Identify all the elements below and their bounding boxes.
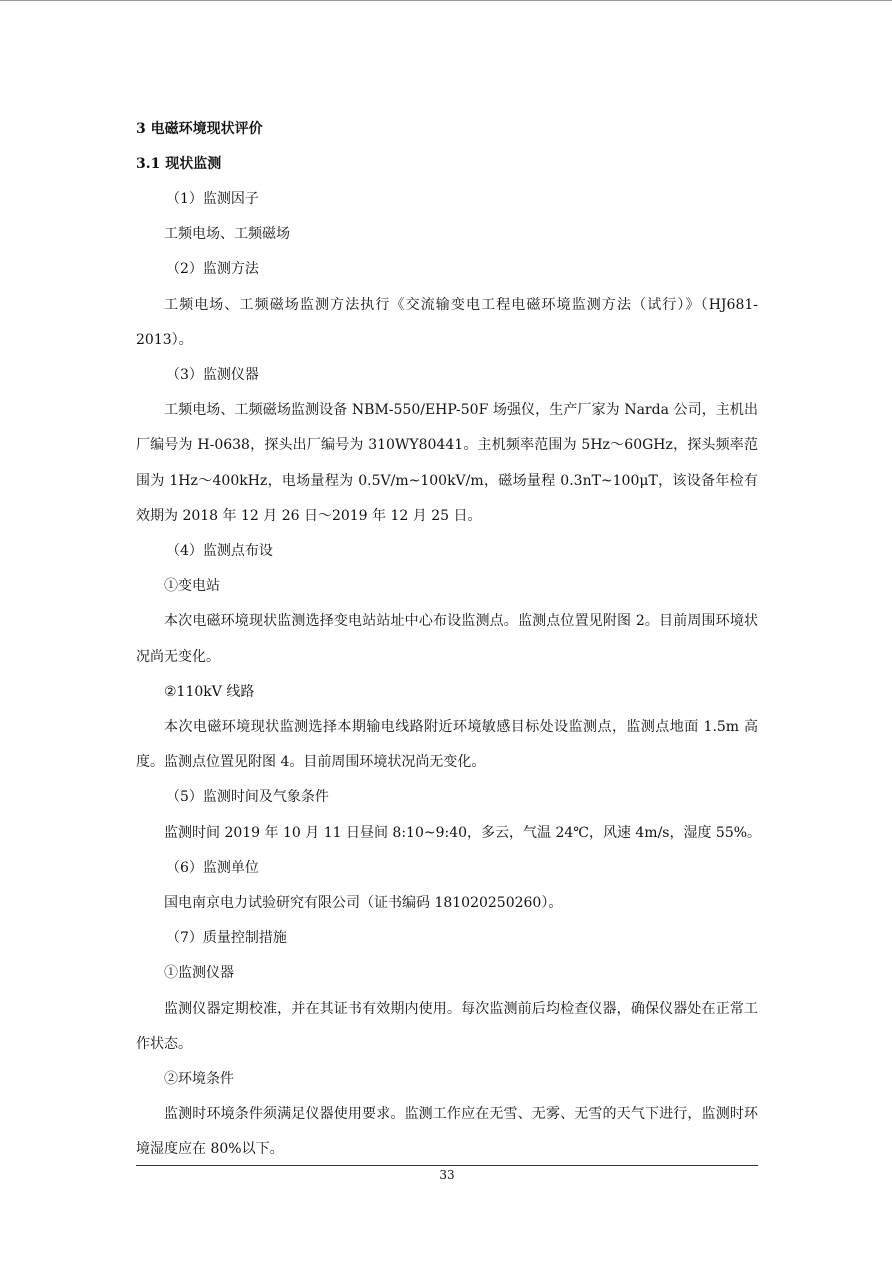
subitem-environment-conditions: ②环境条件 — [164, 1071, 234, 1088]
paragraph-line-points: 本次电磁环境现状监测选择本期输电线路附近环境敏感目标处设监测点，监测点地面 1.5m 高度。监测点位置见附图 4。目前周围环境状况尚无变化。 — [136, 719, 758, 771]
subsection-heading: 3.1 现状监测 — [136, 156, 222, 172]
subitem-monitoring-instrument: ①监测仪器 — [164, 965, 234, 982]
paragraph-environment-conditions: 监测时环境条件须满足仪器使用要求。监测工作应在无雪、无雾、无雪的天气下进行，监测时环境湿度应在 80%以下。 — [136, 1106, 758, 1158]
item-heading-time-weather: （5）监测时间及气象条件 — [166, 789, 329, 806]
item-heading-monitoring-instrument: （3）监测仪器 — [166, 367, 259, 384]
paragraph-monitoring-method: 工频电场、工频磁场监测方法执行《交流输变电工程电磁环境监测方法（试行）》（HJ681-2013）。 — [136, 296, 758, 348]
item-heading-monitoring-points: （4）监测点布设 — [166, 543, 273, 560]
item-heading-monitoring-factors: （1）监测因子 — [166, 191, 259, 207]
paragraph-monitoring-factors: 工频电场、工频磁场 — [164, 226, 290, 243]
item-heading-monitoring-unit: （6）监测单位 — [166, 859, 259, 876]
page-top-border — [0, 0, 892, 1]
subitem-substation: ①变电站 — [164, 578, 220, 595]
paragraph-time-weather: 监测时间 2019 年 10 月 11 日昼间 8:10~9:40，多云，气温 24℃，风速 4m/s，湿度 55%。 — [164, 824, 762, 841]
paragraph-instrument-calibration: 监测仪器定期校准，并在其证书有效期内使用。每次监测前后均检查仪器，确保仪器处在正常工作状态。 — [136, 1000, 758, 1052]
subitem-110kv-line: ②110kV 线路 — [164, 683, 255, 700]
paragraph-monitoring-unit: 国电南京电力试验研究有限公司（证书编码 181020250260）。 — [164, 895, 563, 912]
footer-divider — [136, 1165, 758, 1166]
item-heading-monitoring-method: （2）监测方法 — [166, 261, 259, 278]
section-heading: 3 电磁环境现状评价 — [136, 121, 263, 137]
paragraph-monitoring-instrument: 工频电场、工频磁场监测设备 NBM-550/EHP-50F 场强仪，生产厂家为 Narda 公司，主机出厂编号为 H-0638，探头出厂编号为 310WY80441。主机频率范围为 5Hz～60GHz，探头频率范围为 1Hz～400kHz，电场量程为 0.5V/m~100kV/m，磁场量程 0.3nT~100μT，该设备年检有效期为 2018 年 12 月 26 日～2019 年 12 月 25 日。 — [136, 402, 758, 524]
paragraph-substation-points: 本次电磁环境现状监测选择变电站站址中心布设监测点。监测点位置见附图 2。目前周围环境状况尚无变化。 — [136, 613, 758, 665]
item-heading-quality-control: （7）质量控制措施 — [166, 930, 287, 947]
document-body — [136, 112, 762, 1168]
page-number: 33 — [439, 1168, 455, 1182]
